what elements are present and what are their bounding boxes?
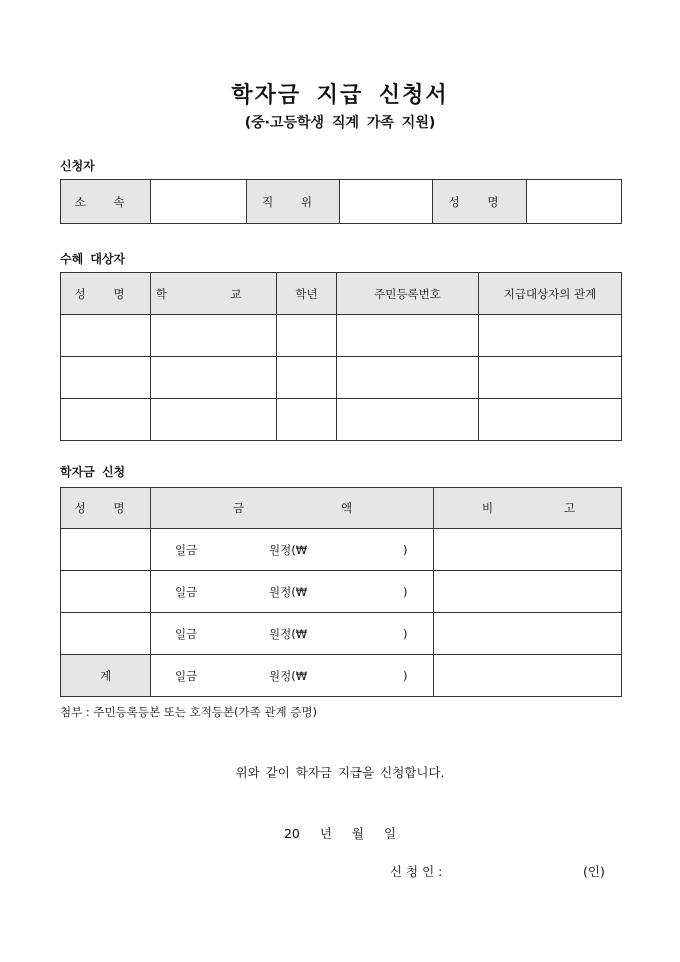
resident-number-cell[interactable] (337, 315, 479, 357)
resident-number-header: 주민등록번호 (337, 273, 479, 315)
amount-header-left: 금 (233, 501, 245, 515)
grade-cell[interactable] (277, 399, 337, 441)
tuition-name-cell[interactable] (61, 613, 151, 655)
table-row (61, 315, 622, 357)
table-row (61, 613, 622, 655)
relationship-header: 지급대상자의 관계 (479, 273, 622, 315)
amount-prefix: 일금 (175, 542, 198, 557)
amount-suffix: 원정(₩ (269, 668, 308, 683)
affiliation-field[interactable] (151, 180, 247, 224)
amount-prefix: 일금 (175, 584, 198, 599)
remarks-cell[interactable] (434, 613, 622, 655)
tuition-section-heading: 학자금 신청 (60, 465, 126, 479)
amount-suffix: 원정(₩ (269, 626, 308, 641)
document-subtitle: (중·고등학생 직계 가족 지원) (244, 115, 436, 131)
remarks-cell[interactable] (434, 571, 622, 613)
amount-header (151, 488, 434, 529)
attachment-note: 첨부 : 주민등록등본 또는 호적등본(가족 관계 증명) (60, 705, 317, 719)
grade-cell[interactable] (277, 357, 337, 399)
school-cell[interactable] (151, 357, 277, 399)
total-label: 계 (61, 655, 151, 697)
amount-cell[interactable] (151, 571, 434, 613)
amount-close: ) (403, 626, 408, 641)
total-amount-cell[interactable] (151, 655, 434, 697)
table-row (61, 571, 622, 613)
tuition-name-cell[interactable] (61, 571, 151, 613)
beneficiary-section-heading: 수혜 대상자 (60, 252, 126, 266)
applicant-section-heading: 신청자 (60, 159, 95, 173)
beneficiary-name-header: 성 명 (61, 273, 151, 315)
amount-close: ) (403, 584, 408, 599)
tuition-table (60, 487, 622, 697)
amount-cell[interactable] (151, 529, 434, 571)
amount-close: ) (403, 668, 408, 683)
date-line[interactable]: 20 년 월 일 (283, 826, 397, 841)
amount-prefix: 일금 (175, 668, 198, 683)
amount-header-right: 액 (341, 501, 353, 515)
relationship-cell[interactable] (479, 399, 622, 441)
position-field[interactable] (340, 180, 433, 224)
grade-cell[interactable] (277, 315, 337, 357)
affiliation-label: 소 속 (61, 180, 151, 224)
beneficiary-name-cell[interactable] (61, 399, 151, 441)
remarks-header-left: 비 (482, 501, 494, 515)
resident-number-cell[interactable] (337, 399, 479, 441)
amount-suffix: 원정(₩ (269, 542, 308, 557)
beneficiary-table (60, 272, 622, 441)
total-remarks-cell[interactable] (434, 655, 622, 697)
grade-header: 학년 (277, 273, 337, 315)
school-header: 학 교 (151, 273, 277, 315)
relationship-cell[interactable] (479, 357, 622, 399)
beneficiary-name-cell[interactable] (61, 315, 151, 357)
total-row (61, 655, 622, 697)
applicant-name-field[interactable] (527, 180, 622, 224)
document-title: 학자금 지급 신청서 (231, 82, 449, 108)
applicant-name-label: 성 명 (433, 180, 527, 224)
tuition-name-cell[interactable] (61, 529, 151, 571)
declaration: 위와 같이 학자금 지급을 신청합니다. (235, 765, 445, 780)
position-label: 직 위 (247, 180, 340, 224)
relationship-cell[interactable] (479, 315, 622, 357)
signature-label: 신 청 인 : (390, 864, 443, 879)
amount-cell[interactable] (151, 613, 434, 655)
amount-close: ) (403, 542, 408, 557)
school-cell[interactable] (151, 315, 277, 357)
amount-prefix: 일금 (175, 626, 198, 641)
remarks-header-right: 고 (564, 501, 576, 515)
beneficiary-name-cell[interactable] (61, 357, 151, 399)
school-cell[interactable] (151, 399, 277, 441)
seal-mark: (인) (583, 864, 605, 879)
tuition-name-header: 성 명 (61, 488, 151, 529)
table-row (61, 399, 622, 441)
remarks-header (434, 488, 622, 529)
resident-number-cell[interactable] (337, 357, 479, 399)
amount-suffix: 원정(₩ (269, 584, 308, 599)
table-row (61, 529, 622, 571)
applicant-table (60, 179, 622, 224)
remarks-cell[interactable] (434, 529, 622, 571)
table-row (61, 357, 622, 399)
